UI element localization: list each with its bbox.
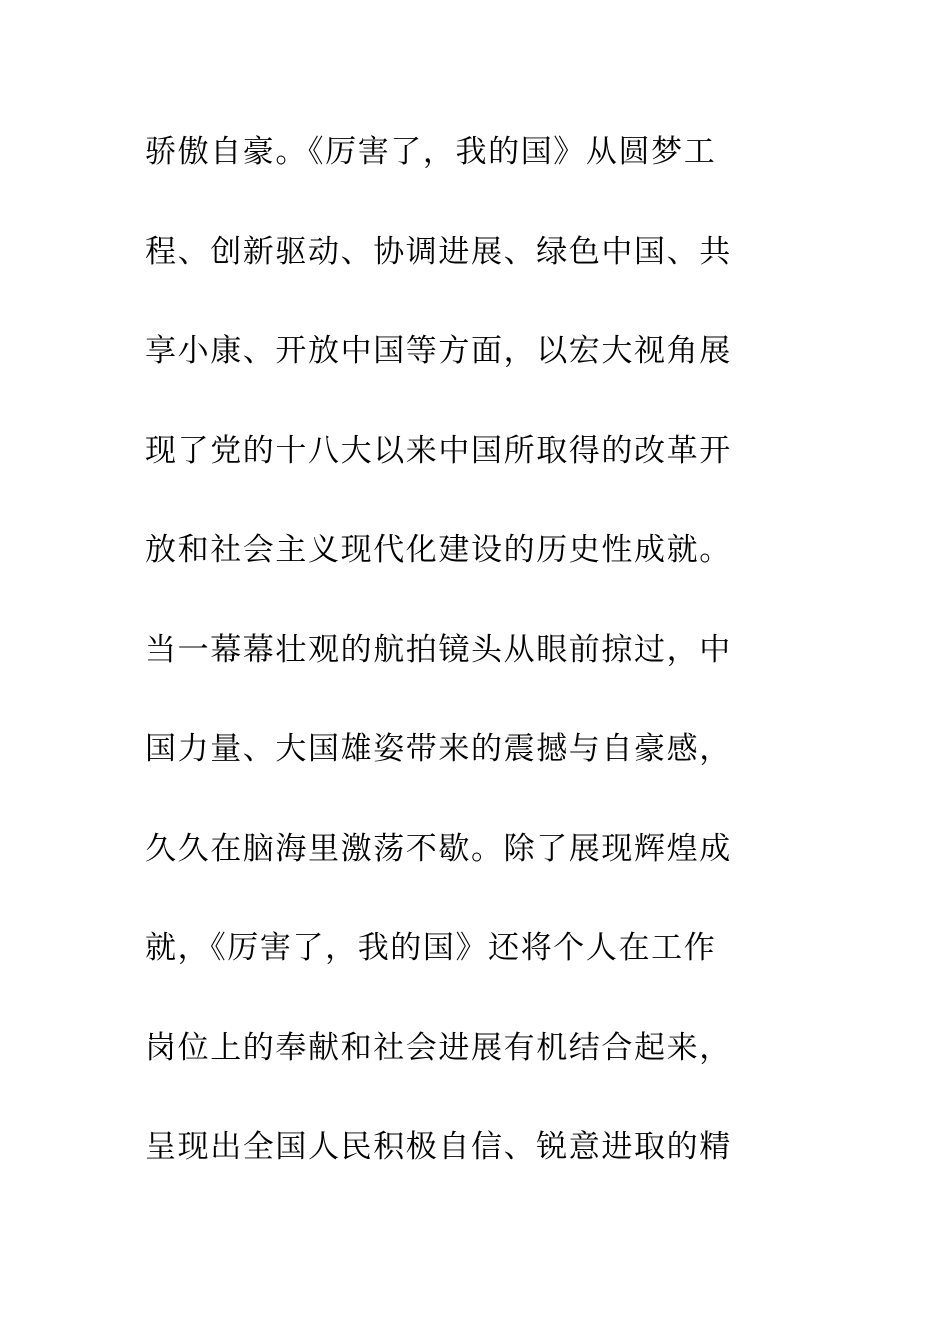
text-line-4: 现了党的十八大以来中国所取得的改革开 [145,432,732,469]
text-line-11: 呈现出全国人民积极自信、锐意进取的精 [145,1129,732,1165]
text-line-1: 骄傲自豪。《厉害了，我的国》从圆梦工 [145,134,717,170]
text-line-5: 放和社会主义现代化建设的历史性成就。 [145,532,732,568]
text-line-2: 程、创新驱动、协调进展、绿色中国、共 [145,233,732,270]
text-line-8: 久久在脑海里激荡不歇。除了展现辉煌成 [145,830,732,867]
body-text [145,122,785,1217]
text-line-3: 享小康、开放中国等方面，以宏大视角展 [145,333,732,369]
text-line-9: 就，《厉害了，我的国》还将个人在工作 [145,930,717,966]
text-line-6: 当一幕幕壮观的航拍镜头从眼前掠过，中 [145,631,732,668]
text-line-10: 岗位上的奉献和社会进展有机结合起来， [145,1029,732,1066]
text-line-7: 国力量、大国雄姿带来的震撼与自豪感， [145,731,732,767]
